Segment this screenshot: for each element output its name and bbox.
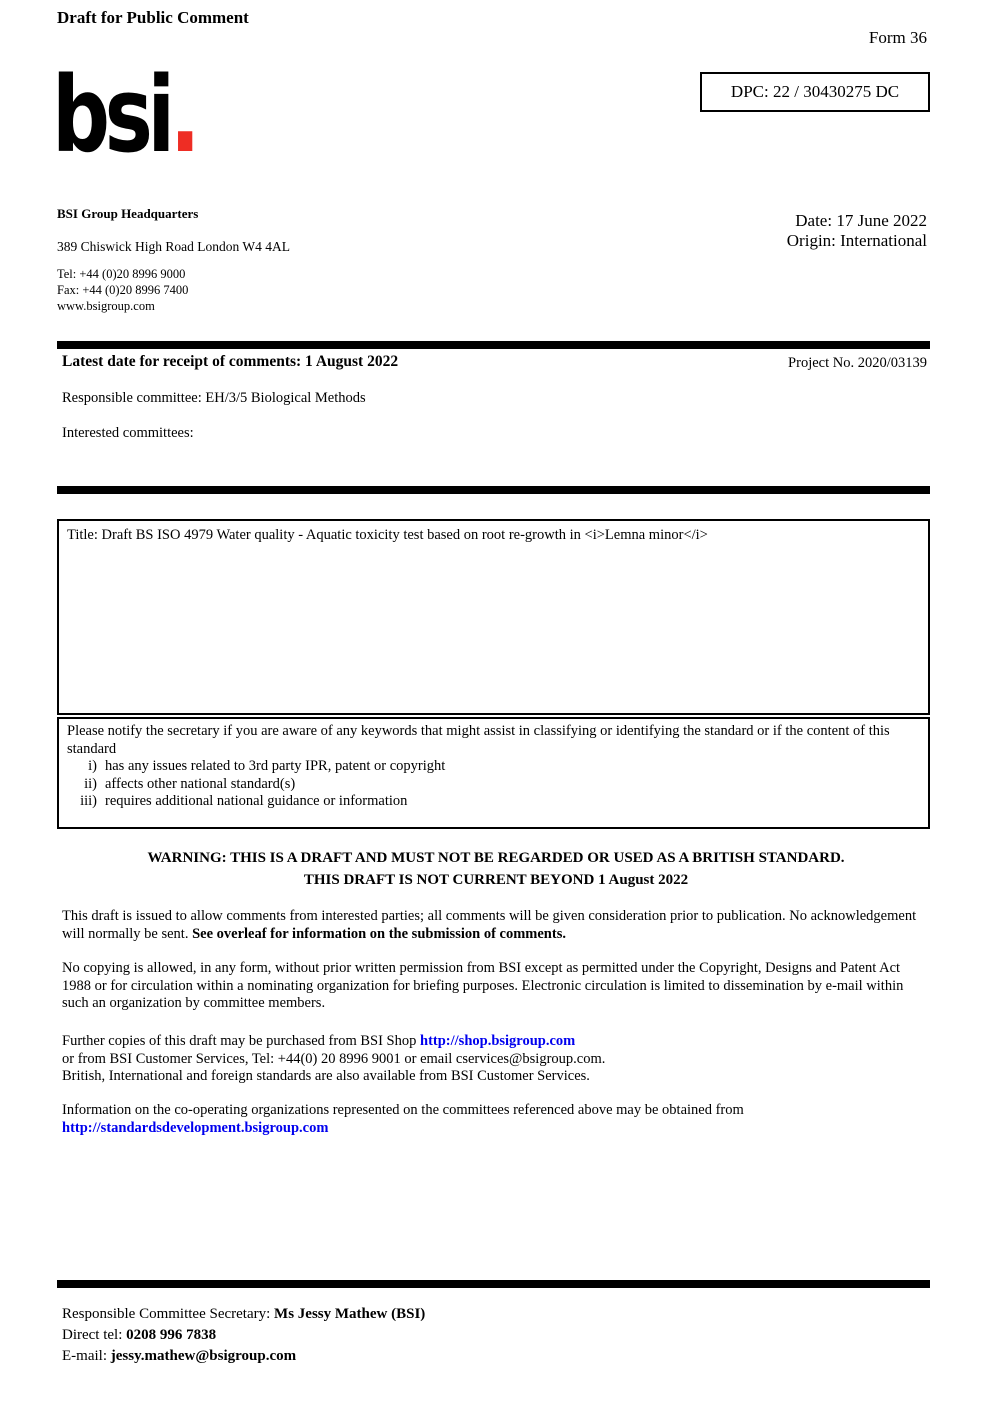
comments-paragraph-text: This draft is issued to allow comments from interested parties; all comments will be given consideration prior to publication. No acknowledgement will normally be sent. (62, 908, 917, 942)
email-label: E-mail: (62, 1348, 111, 1364)
purchase-prefix: Further copies of this draft may be purchased from BSI Shop (62, 1033, 420, 1049)
horizontal-rule-bottom (57, 1280, 930, 1288)
contact-block (57, 266, 188, 314)
keywords-item-text: has any issues related to 3rd party IPR, patent or copyright (105, 758, 446, 774)
email-value: jessy.mathew@bsigroup.com (110, 1348, 297, 1364)
warning-block (62, 847, 930, 891)
title-box (57, 519, 930, 715)
direct-tel-value: 0208 996 7838 (126, 1327, 217, 1343)
keywords-item-marker: i) (88, 758, 97, 774)
horizontal-rule-middle (57, 486, 930, 494)
bsi-logo-dot: . (169, 54, 196, 176)
keywords-intro: Please notify the secretary if you are aware of any keywords that might assist in classifying or identifying the standard or if the content of this standard (67, 723, 890, 757)
keywords-item-text: requires additional national guidance or information (105, 793, 408, 809)
warning-line-1: WARNING: THIS IS A DRAFT AND MUST NOT BE REGARDED OR USED AS A BRITISH STANDARD. (147, 850, 845, 866)
interested-committees-line: Interested committees: (62, 425, 194, 441)
direct-tel-label: Direct tel: (62, 1327, 127, 1343)
keywords-item (67, 793, 920, 811)
title-text: Title: Draft BS ISO 4979 Water quality - Aquatic toxicity test based on root re-growth in <i>Lemna minor</i> (67, 527, 708, 543)
address-line: 389 Chiswick High Road London W4 4AL (57, 239, 290, 254)
keywords-item-text: affects other national standard(s) (105, 775, 296, 792)
draft-for-public-comment-label: Draft for Public Comment (57, 8, 249, 27)
origin-line: Origin: International (786, 231, 927, 250)
email-line (62, 1346, 425, 1367)
keywords-item-marker: ii) (84, 775, 97, 792)
project-number: Project No. 2020/03139 (788, 355, 927, 371)
horizontal-rule-top (57, 341, 930, 349)
keywords-box (57, 717, 930, 829)
purchase-line-1 (62, 1033, 932, 1051)
comments-paragraph-bold: See overleaf for information on the submission of comments. (192, 925, 566, 942)
comments-paragraph (62, 908, 932, 943)
info-line-1: Information on the co-operating organizations represented on the committees referenced above may be obtained from (62, 1102, 744, 1118)
secretary-name: Ms Jessy Mathew (BSI) (274, 1306, 426, 1322)
dpc-number: DPC: 22 / 30430275 DC (730, 82, 900, 101)
tel-line: Tel: +44 (0)20 8996 9000 (57, 267, 186, 281)
headquarters-label: BSI Group Headquarters (57, 206, 199, 221)
date-origin-block (787, 211, 927, 251)
latest-date-line: Latest date for receipt of comments: 1 August 2022 (62, 353, 399, 370)
fax-line: Fax: +44 (0)20 8996 7400 (57, 283, 189, 297)
purchase-paragraph (62, 1033, 932, 1086)
copying-paragraph (62, 960, 932, 1013)
keywords-item-marker: iii) (80, 793, 97, 809)
bsi-logo (52, 54, 196, 176)
warning-line-2: THIS DRAFT IS NOT CURRENT BEYOND 1 August 2022 (303, 872, 689, 888)
dpc-number-box (700, 72, 930, 112)
direct-tel-line (62, 1325, 425, 1346)
keywords-item (67, 758, 920, 776)
purchase-line-2: or from BSI Customer Services, Tel: +44(0) 20 8996 9001 or email cservices@bsigroup.com. (62, 1050, 606, 1067)
bsi-logo-text: bsi (52, 54, 170, 176)
purchase-line-3: British, International and foreign standards are also available from BSI Customer Services. (62, 1068, 590, 1084)
date-line: Date: 17 June 2022 (795, 211, 927, 230)
standards-development-link[interactable]: http://standardsdevelopment.bsigroup.com (62, 1119, 329, 1136)
secretary-label: Responsible Committee Secretary: (62, 1306, 275, 1322)
website-line: www.bsigroup.com (57, 299, 155, 313)
form-number: Form 36 (868, 28, 927, 47)
copying-paragraph-text: No copying is allowed, in any form, without prior written permission from BSI except as permitted under the Copyright, Designs and Patent Act 1988 or for circulation within a nominating organization for briefing purposes. Electronic circulation is limited to dissemination by e-mail within such an organization by committee members. (62, 960, 904, 1011)
keywords-item (67, 776, 920, 794)
info-paragraph (62, 1102, 932, 1137)
secretary-line (62, 1304, 425, 1325)
responsible-committee-line: Responsible committee: EH/3/5 Biological Methods (62, 390, 366, 406)
secretary-footer (62, 1304, 425, 1367)
bsi-shop-link[interactable]: http://shop.bsigroup.com (420, 1033, 576, 1049)
